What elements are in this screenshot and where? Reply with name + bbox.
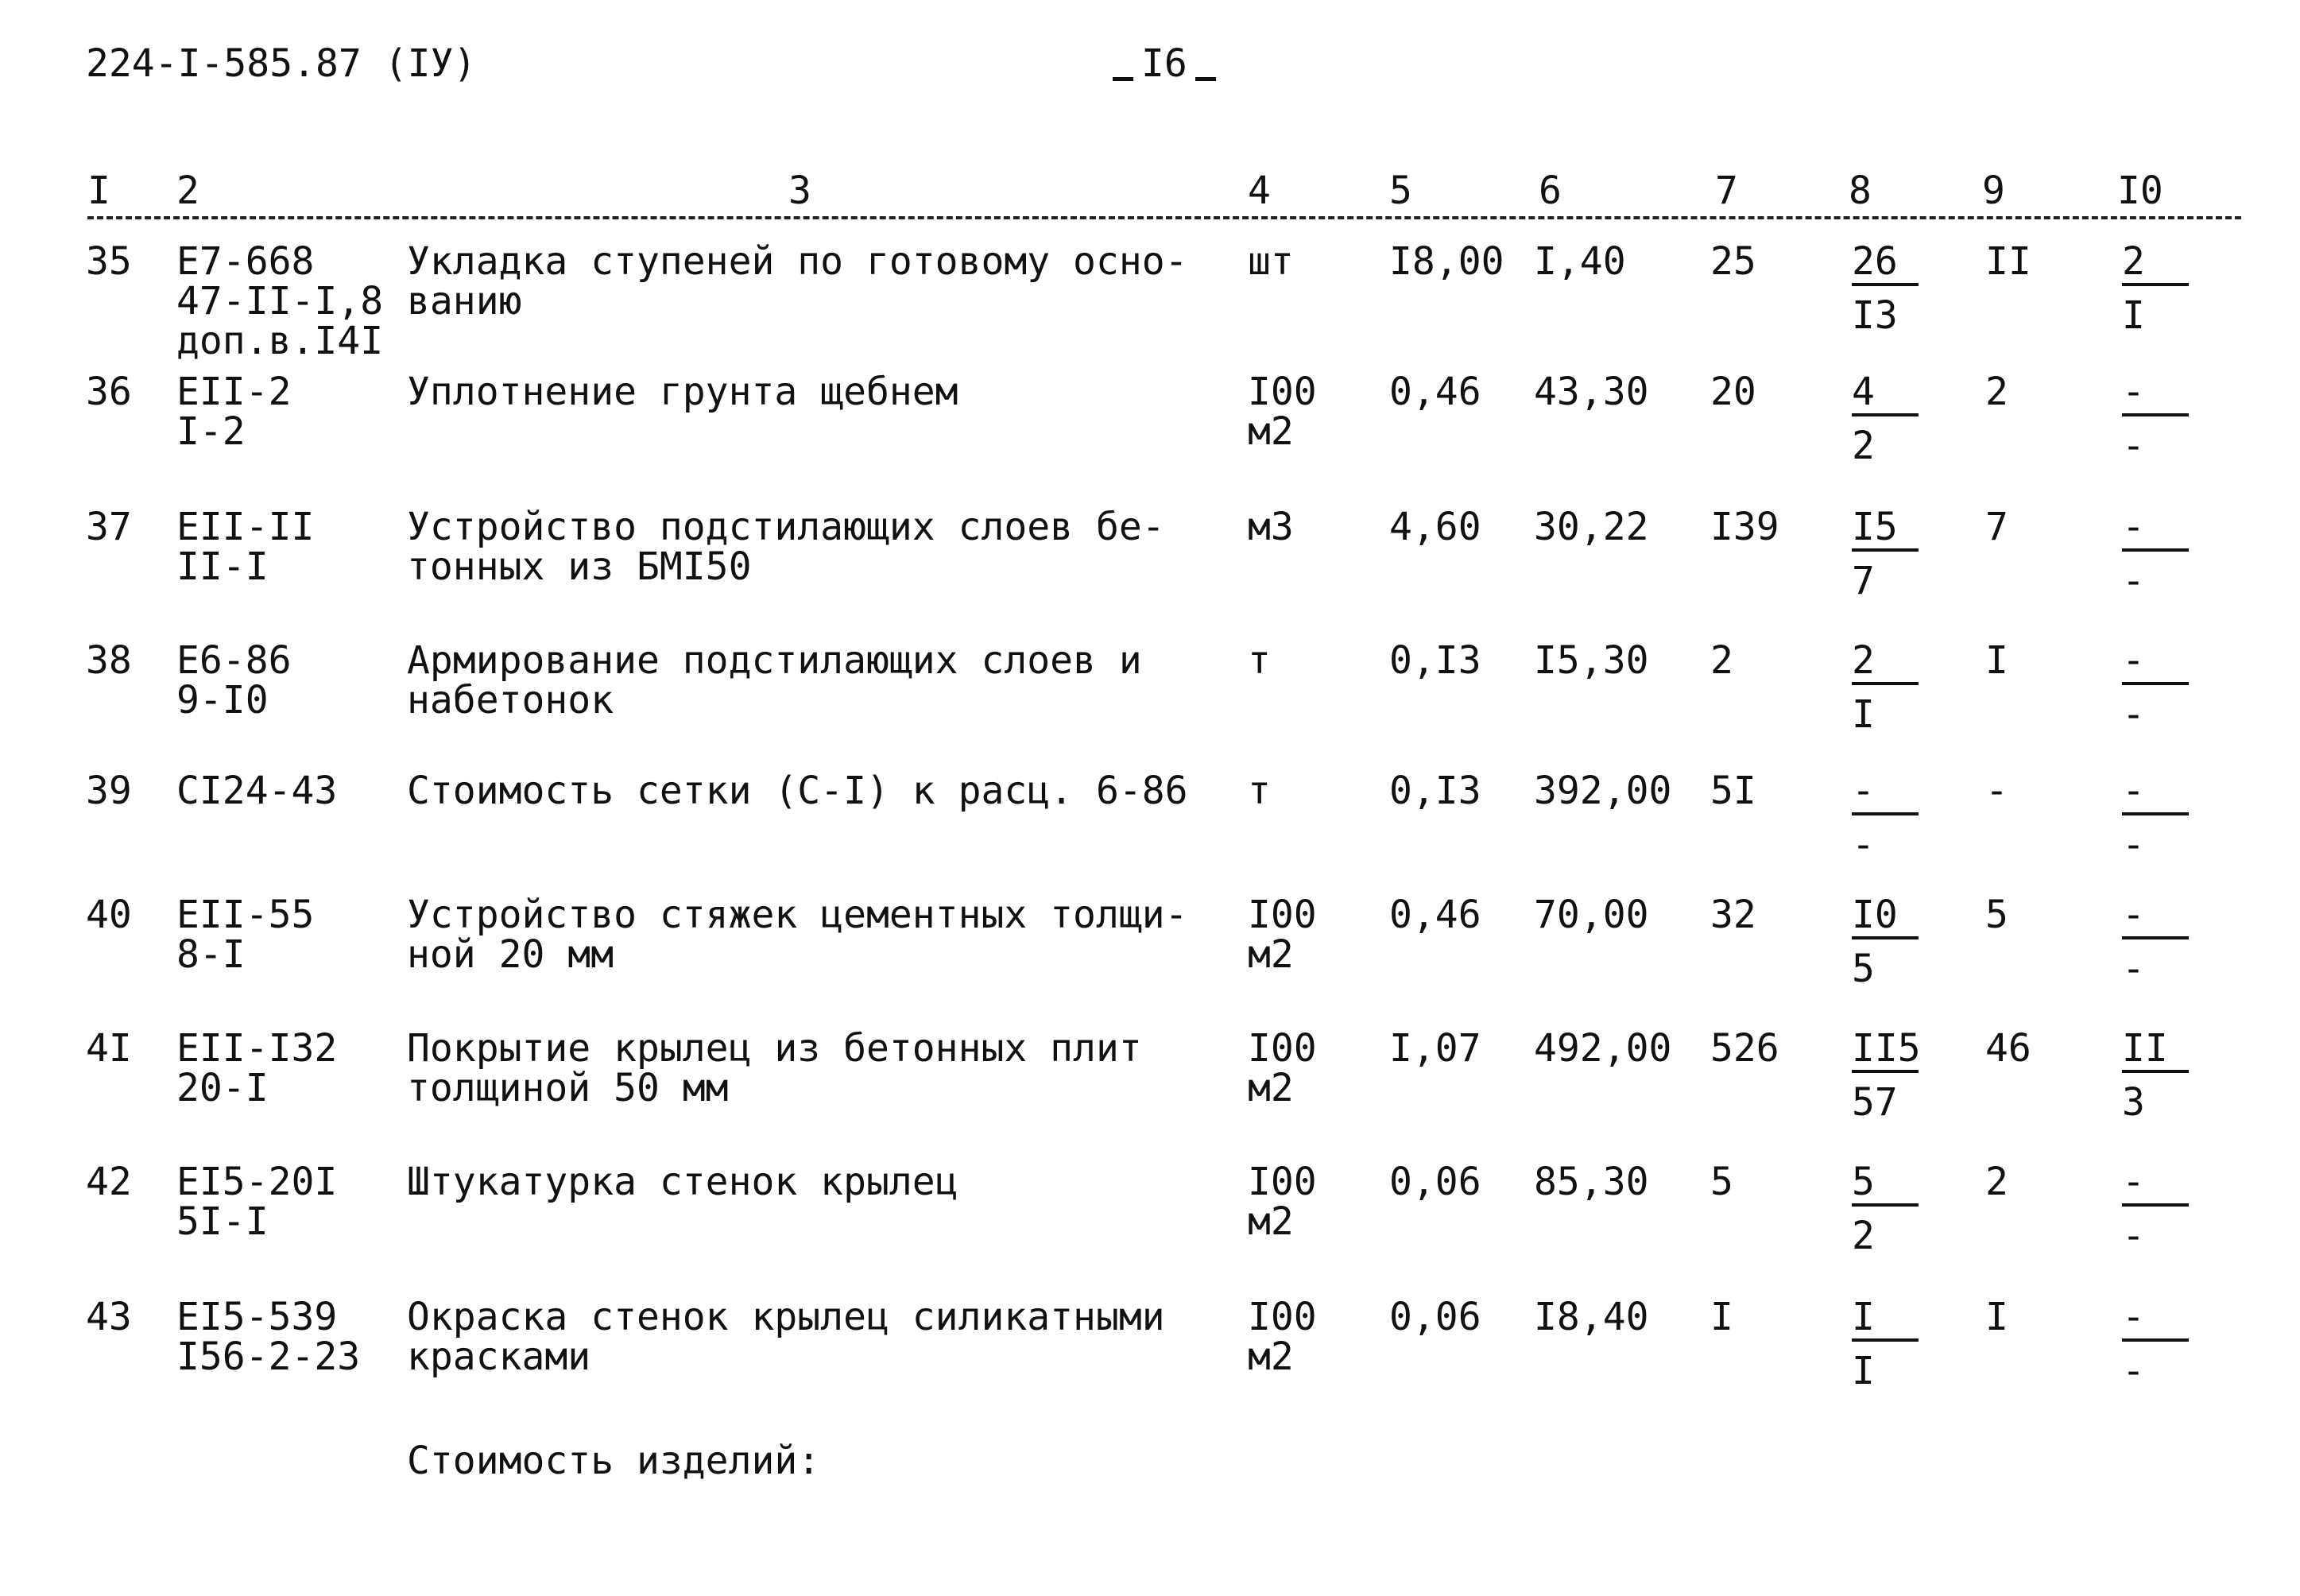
column-8-fraction-denominator: 57 <box>1852 1080 1898 1125</box>
column-8-fraction-denominator: - <box>1852 823 1875 867</box>
work-description: Армирование подстилающих слоев и набетонок <box>407 638 1142 722</box>
column-header-2: 2 <box>176 169 199 213</box>
page-number-value: I6 <box>1141 41 1187 86</box>
rate-code: E6-86 9-I0 <box>176 638 292 722</box>
column-8-fraction-denominator: I3 <box>1852 293 1898 338</box>
unit: I00 м2 <box>1248 893 1317 977</box>
column-header-1: I <box>87 169 110 213</box>
unit: I00 м2 <box>1248 370 1317 454</box>
column-8-fraction-numerator: I <box>1852 1295 1875 1339</box>
total-cost: 2 <box>1710 638 1733 683</box>
column-10-fraction-denominator: - <box>2122 559 2145 603</box>
row-number: 39 <box>86 769 132 813</box>
work-description: Уплотнение грунта щебнем <box>407 370 958 414</box>
column-8-fraction <box>1852 507 1947 601</box>
row-number: 43 <box>86 1295 132 1339</box>
document-code: 224-I-585.87 (IУ) <box>86 41 477 86</box>
column-10-fraction-denominator: - <box>2122 1214 2145 1258</box>
quantity: 0,I3 <box>1389 769 1481 813</box>
header-rule <box>87 216 2241 219</box>
column-8-fraction <box>1852 638 1947 737</box>
column-8-fraction <box>1852 1297 1947 1391</box>
work-description: Укладка ступеней по готовому осно- ванию <box>407 239 1188 323</box>
column-8-fraction-denominator: I <box>1852 1349 1875 1393</box>
column-10-fraction-denominator: - <box>2122 823 2145 867</box>
column-9-value: I <box>1985 1295 2008 1339</box>
total-cost: 32 <box>1710 893 1756 937</box>
column-8-fraction <box>1852 1162 1947 1256</box>
work-description: Устройство стяжек цементных толщи- ной 20 мм <box>407 893 1188 977</box>
column-8-fraction <box>1852 895 1947 989</box>
column-10-fraction <box>2122 895 2217 989</box>
column-header-4: 4 <box>1248 169 1271 213</box>
quantity: 4,60 <box>1389 505 1481 549</box>
row-number: 38 <box>86 638 132 683</box>
row-number: 4I <box>86 1026 132 1071</box>
column-8-fraction <box>1852 1026 1947 1125</box>
column-10-fraction-denominator: - <box>2122 424 2145 468</box>
row-number: 42 <box>86 1160 132 1204</box>
column-8-fraction-numerator: 2 <box>1852 638 1875 683</box>
column-10-fraction-denominator: 3 <box>2122 1080 2145 1125</box>
rate-code: CI24-43 <box>176 769 338 813</box>
quantity: I8,00 <box>1389 239 1504 284</box>
unit: I00 м2 <box>1248 1295 1317 1379</box>
column-header-7: 7 <box>1715 169 1738 213</box>
column-10-fraction <box>2122 638 2217 737</box>
column-10-fraction <box>2122 372 2217 466</box>
total-cost: 5I <box>1710 769 1756 813</box>
column-header-6: 6 <box>1539 169 1562 213</box>
quantity: 0,I3 <box>1389 638 1481 683</box>
column-8-fraction-numerator: I5 <box>1852 505 1898 549</box>
total-cost: 20 <box>1710 370 1756 414</box>
unit-price: I,40 <box>1534 239 1626 284</box>
column-10-fraction <box>2122 1162 2217 1256</box>
total-cost: 25 <box>1710 239 1756 284</box>
row-number: 40 <box>86 893 132 937</box>
column-9-value: II <box>1985 239 2031 284</box>
unit: т <box>1248 638 1271 683</box>
unit-price: I5,30 <box>1534 638 1649 683</box>
rate-code: E7-668 47-II-I,8 доп.в.I4I <box>176 239 384 363</box>
work-description: Устройство подстилающих слоев бе- тонных из БМI50 <box>407 505 1165 589</box>
row-number: 35 <box>86 239 132 284</box>
total-cost: 526 <box>1710 1026 1779 1071</box>
column-10-fraction <box>2122 507 2217 601</box>
rate-code: EII-55 8-I <box>176 893 315 977</box>
column-10-fraction-numerator: II <box>2122 1026 2168 1071</box>
footer-caption: Стоимость изделий: <box>407 1439 821 1483</box>
column-10-fraction-denominator: - <box>2122 947 2145 991</box>
unit-price: 85,30 <box>1534 1160 1649 1204</box>
column-9-value: 5 <box>1985 893 2008 937</box>
column-8-fraction-numerator: II5 <box>1852 1026 1921 1071</box>
quantity: I,07 <box>1389 1026 1481 1071</box>
column-9-value: 7 <box>1985 505 2008 549</box>
column-header-8: 8 <box>1849 169 1872 213</box>
total-cost: 5 <box>1710 1160 1733 1204</box>
unit-price: 43,30 <box>1534 370 1649 414</box>
column-10-fraction <box>2122 771 2217 865</box>
unit-price: 70,00 <box>1534 893 1649 937</box>
page-number <box>1105 41 1224 86</box>
column-9-value: 46 <box>1985 1026 2031 1071</box>
column-8-fraction-numerator: 5 <box>1852 1160 1875 1204</box>
column-header-10: I0 <box>2117 169 2163 213</box>
work-description: Штукатурка стенок крылец <box>407 1160 958 1204</box>
column-10-fraction <box>2122 1297 2217 1391</box>
total-cost: I39 <box>1710 505 1779 549</box>
total-cost: I <box>1710 1295 1733 1339</box>
column-9-value: 2 <box>1985 1160 2008 1204</box>
column-10-fraction-denominator: I <box>2122 293 2145 338</box>
column-10-fraction-denominator: - <box>2122 692 2145 737</box>
column-8-fraction-denominator: 2 <box>1852 424 1875 468</box>
unit: м3 <box>1248 505 1294 549</box>
column-header-5: 5 <box>1389 169 1412 213</box>
rate-code: EII-II II-I <box>176 505 315 589</box>
unit-price: 492,00 <box>1534 1026 1672 1071</box>
column-8-fraction-denominator: 7 <box>1852 559 1875 603</box>
column-9-value: - <box>1985 769 2008 813</box>
unit: шт <box>1248 239 1294 284</box>
column-8-fraction-denominator: 2 <box>1852 1214 1875 1258</box>
rate-code: EII-2 I-2 <box>176 370 292 454</box>
column-10-fraction-numerator: - <box>2122 1160 2145 1204</box>
row-number: 36 <box>86 370 132 414</box>
column-8-fraction <box>1852 771 1947 865</box>
quantity: 0,06 <box>1389 1295 1481 1339</box>
column-10-fraction-numerator: - <box>2122 505 2145 549</box>
unit-price: 30,22 <box>1534 505 1649 549</box>
column-10-fraction-numerator: 2 <box>2122 239 2145 284</box>
column-9-value: I <box>1985 638 2008 683</box>
column-8-fraction <box>1852 372 1947 466</box>
rate-code: EII-I32 20-I <box>176 1026 338 1110</box>
unit-price: 392,00 <box>1534 769 1672 813</box>
column-10-fraction <box>2122 239 2217 338</box>
column-8-fraction-numerator: I0 <box>1852 893 1898 937</box>
column-8-fraction-denominator: 5 <box>1852 947 1875 991</box>
column-8-fraction-denominator: I <box>1852 692 1875 737</box>
work-description: Покрытие крылец из бетонных плит толщиной 50 мм <box>407 1026 1142 1110</box>
column-8-fraction <box>1852 239 1947 338</box>
row-number: 37 <box>86 505 132 549</box>
table-header <box>79 169 2241 218</box>
column-9-value: 2 <box>1985 370 2008 414</box>
column-8-fraction-numerator: - <box>1852 769 1875 813</box>
column-10-fraction-numerator: - <box>2122 769 2145 813</box>
unit: I00 м2 <box>1248 1160 1317 1244</box>
column-10-fraction-numerator: - <box>2122 370 2145 414</box>
column-header-3: 3 <box>788 169 811 213</box>
quantity: 0,46 <box>1389 893 1481 937</box>
column-header-9: 9 <box>1982 169 2005 213</box>
quantity: 0,46 <box>1389 370 1481 414</box>
column-8-fraction-numerator: 4 <box>1852 370 1875 414</box>
work-description: Окраска стенок крылец силикатными красками <box>407 1295 1165 1379</box>
column-10-fraction-numerator: - <box>2122 638 2145 683</box>
column-10-fraction <box>2122 1026 2217 1125</box>
unit-price: I8,40 <box>1534 1295 1649 1339</box>
column-10-fraction-numerator: - <box>2122 1295 2145 1339</box>
rate-code: EI5-539 I56-2-23 <box>176 1295 361 1379</box>
column-10-fraction-denominator: - <box>2122 1349 2145 1393</box>
unit: т <box>1248 769 1271 813</box>
rate-code: EI5-20I 5I-I <box>176 1160 338 1244</box>
column-10-fraction-numerator: - <box>2122 893 2145 937</box>
quantity: 0,06 <box>1389 1160 1481 1204</box>
column-8-fraction-numerator: 26 <box>1852 239 1898 284</box>
unit: I00 м2 <box>1248 1026 1317 1110</box>
work-description: Стоимость сетки (С-I) к расц. 6-86 <box>407 769 1188 813</box>
